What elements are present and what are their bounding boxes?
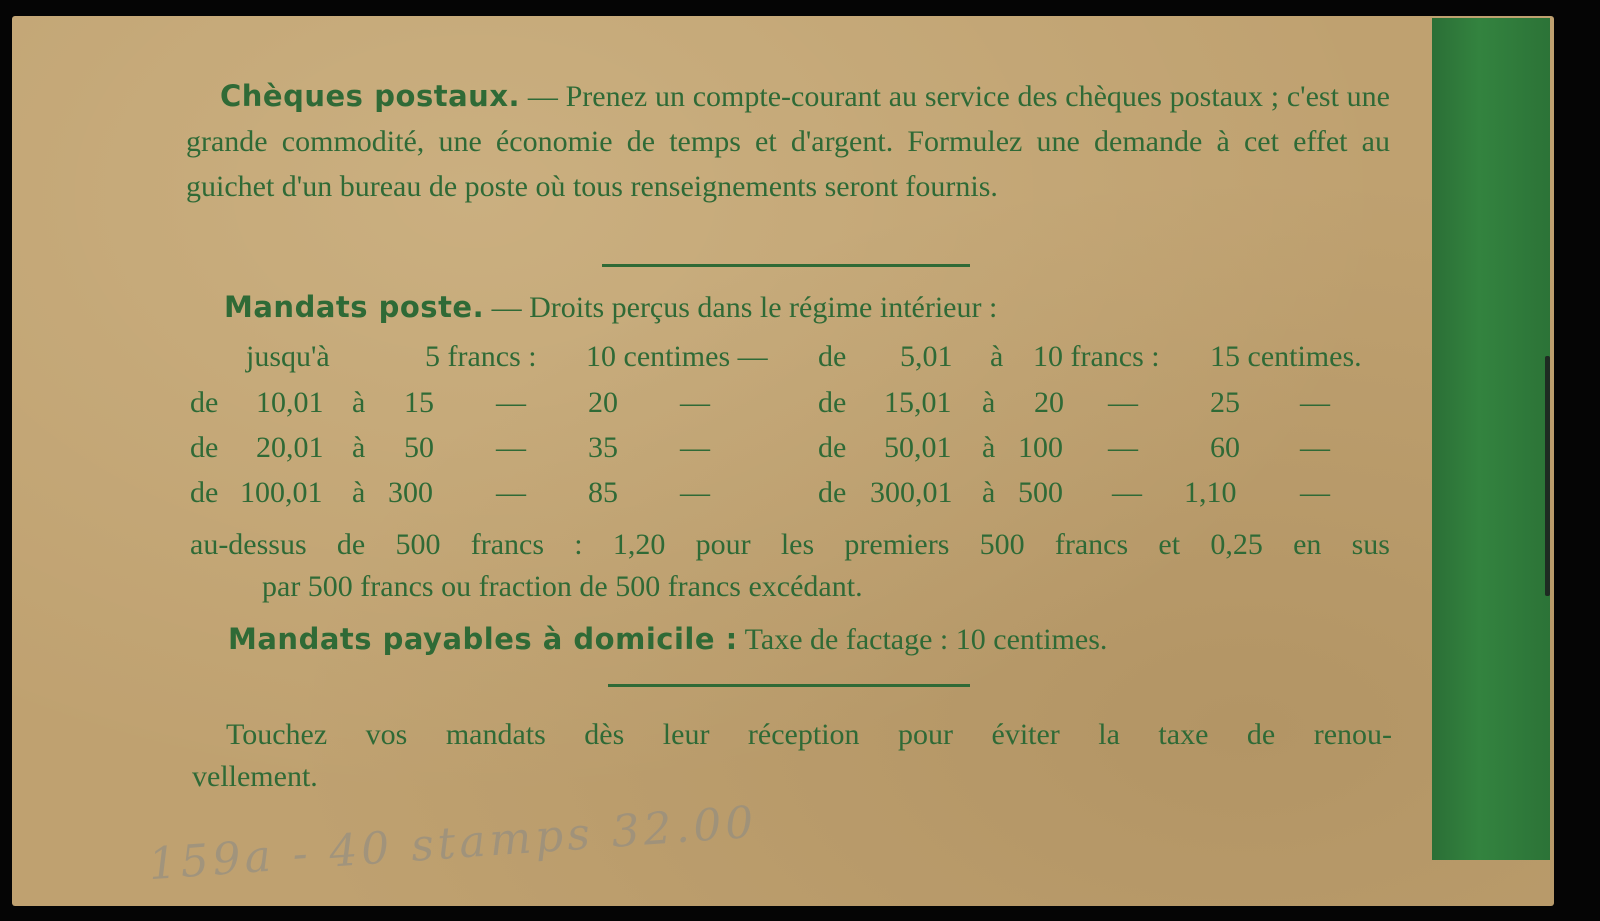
- rate-cell: 100,01: [240, 476, 323, 509]
- rate-cell: 50: [404, 431, 434, 464]
- rate-cell: 5,01: [900, 340, 953, 373]
- domicile-line: [228, 622, 1107, 657]
- rate-cell: à: [352, 476, 366, 509]
- above-500-text: au-dessus de 500 francs : 1,20 pour les premiers 500 francs et 0,25 en sus: [190, 528, 1390, 561]
- footer-text-1: Touchez vos mandats dès leur réception pour éviter la taxe de renou-: [226, 718, 1392, 751]
- rate-cell: de: [818, 340, 847, 373]
- divider-2: [608, 684, 970, 687]
- rate-cell: à: [982, 476, 996, 509]
- rate-cell: 300: [388, 476, 433, 509]
- rate-cell: —: [496, 386, 526, 419]
- rate-cell: 10 francs :: [1033, 340, 1160, 373]
- rate-cell: à: [352, 431, 366, 464]
- divider-1: [602, 264, 970, 267]
- rate-cell: —: [680, 476, 710, 509]
- staple: [1545, 356, 1550, 596]
- rate-cell: —: [1112, 476, 1142, 509]
- rate-cell: —: [1108, 431, 1138, 464]
- rate-cell: —: [680, 386, 710, 419]
- rate-cell: à: [352, 386, 366, 419]
- rate-cell: 10,01: [256, 386, 324, 419]
- rate-cell: —: [496, 431, 526, 464]
- rate-cell: de: [818, 431, 847, 464]
- rate-cell: 15,01: [884, 386, 952, 419]
- rate-cell: 10 centimes —: [586, 340, 768, 373]
- mandats-heading-line: [224, 290, 997, 325]
- above-500-line: [190, 522, 1390, 567]
- rate-cell: 15 centimes.: [1210, 340, 1362, 373]
- rate-cell: —: [1300, 476, 1330, 509]
- mandats-title: Mandats poste.: [224, 290, 485, 324]
- rate-cell: 1,10: [1184, 476, 1237, 509]
- rate-cell: 60: [1210, 431, 1240, 464]
- pencil-annotation: 159a - 40 stamps 32.00: [146, 796, 759, 891]
- footer-line-1: [226, 712, 1392, 757]
- rate-cell: 20: [1034, 386, 1064, 419]
- rate-cell: jusqu'à: [246, 340, 330, 373]
- rate-cell: 25: [1210, 386, 1240, 419]
- domicile-title: Mandats payables à domicile :: [228, 622, 738, 656]
- rate-cell: 300,01: [870, 476, 953, 509]
- rate-cell: de: [190, 476, 219, 509]
- rate-cell: à: [982, 386, 996, 419]
- rate-cell: à: [990, 340, 1004, 373]
- cheques-paragraph: [186, 74, 1390, 209]
- rate-cell: —: [1300, 431, 1330, 464]
- rate-cell: 500: [1018, 476, 1063, 509]
- rate-cell: 5 francs :: [425, 340, 537, 373]
- rate-cell: 20,01: [256, 431, 324, 464]
- rate-cell: —: [680, 431, 710, 464]
- rate-cell: 50,01: [884, 431, 952, 464]
- green-binding-strip: [1432, 18, 1550, 860]
- rate-cell: —: [1108, 386, 1138, 419]
- rate-cell: de: [190, 386, 219, 419]
- rate-cell: —: [1300, 386, 1330, 419]
- rate-cell: à: [982, 431, 996, 464]
- mandats-subtitle: — Droits perçus dans le régime intérieur :: [484, 291, 998, 324]
- rate-cell: 15: [404, 386, 434, 419]
- cheques-title: Chèques postaux.: [220, 79, 521, 113]
- rate-cell: 100: [1018, 431, 1063, 464]
- rate-cell: de: [190, 431, 219, 464]
- domicile-text: Taxe de factage : 10 centimes.: [737, 623, 1108, 656]
- rate-cell: 85: [588, 476, 618, 509]
- rate-cell: 20: [588, 386, 618, 419]
- footer-line-2: vellement.: [192, 760, 318, 793]
- rate-cell: —: [496, 476, 526, 509]
- rate-cell: 35: [588, 431, 618, 464]
- rate-cell: de: [818, 476, 847, 509]
- cheques-text: — Prenez un compte-courant au service des chèques postaux ; c'est une grande commodité, une économie de temps et d'argent. Formulez une demande à cet effet au guichet d'un bureau de poste où tous renseignements seront fournis.: [186, 80, 1390, 203]
- above-500-continuation: par 500 francs ou fraction de 500 francs excédant.: [262, 570, 863, 603]
- rate-cell: de: [818, 386, 847, 419]
